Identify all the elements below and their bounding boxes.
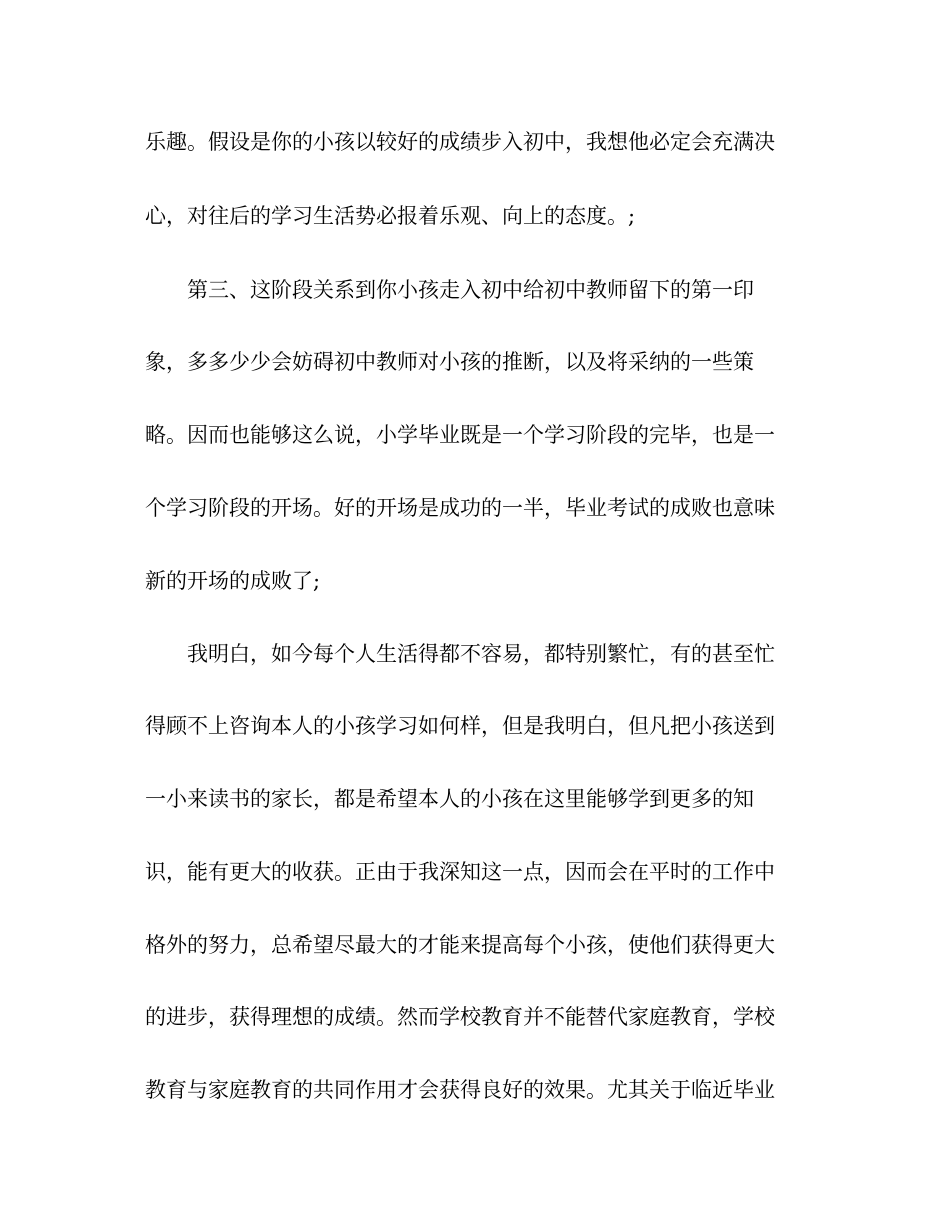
paragraph-start-line: 第三、这阶段关系到你小孩走入初中给初中教师留下的第一印	[187, 278, 754, 302]
text-line: 得顾不上咨询本人的小孩学习如何样，但是我明白，但凡把小孩送到	[145, 714, 775, 738]
text-line: 个学习阶段的开场。好的开场是成功的一半，毕业考试的成败也意味	[145, 496, 775, 520]
paragraph-start-line: 我明白，如今每个人生活得都不容易，都特别繁忙，有的甚至忙	[187, 642, 775, 666]
text-line: 乐趣。假设是你的小孩以较好的成绩步入初中，我想他必定会充满决	[145, 130, 775, 154]
text-line: 心，对往后的学习生活势必报着乐观、向上的态度。;	[145, 204, 636, 228]
text-line: 识，能有更大的收获。正由于我深知这一点，因而会在平时的工作中	[145, 860, 775, 884]
text-line: 的进步，获得理想的成绩。然而学校教育并不能替代家庭教育，学校	[145, 1005, 775, 1029]
text-line: 格外的努力，总希望尽最大的才能来提高每个小孩，使他们获得更大	[145, 933, 775, 957]
text-line: 象，多多少少会妨碍初中教师对小孩的推断，以及将采纳的一些策	[145, 350, 754, 374]
text-line: 教育与家庭教育的共同作用才会获得良好的效果。尤其关于临近毕业	[145, 1078, 775, 1102]
text-line: 略。因而也能够这么说，小学毕业既是一个学习阶段的完毕，也是一	[145, 423, 775, 447]
text-line: 新的开场的成败了;	[145, 569, 321, 593]
text-line: 一小来读书的家长，都是希望本人的小孩在这里能够学到更多的知	[145, 787, 754, 811]
